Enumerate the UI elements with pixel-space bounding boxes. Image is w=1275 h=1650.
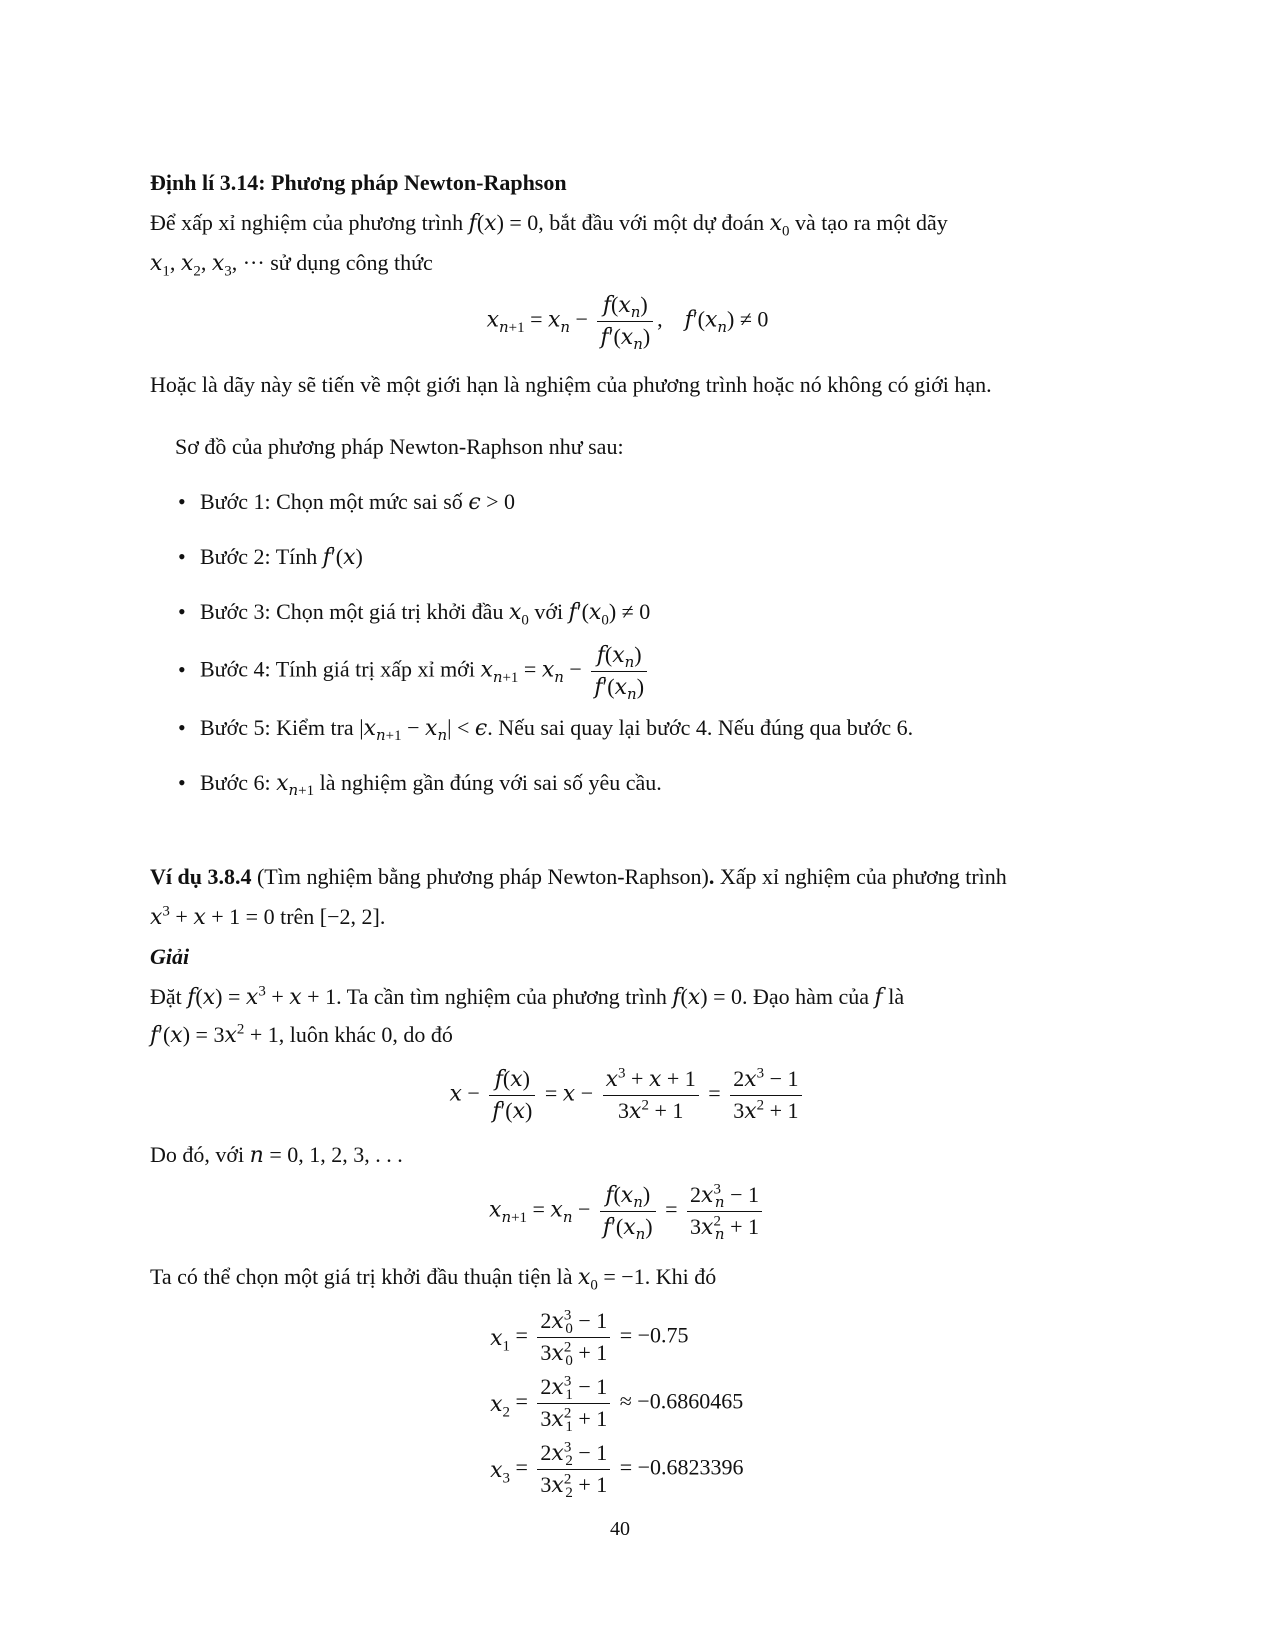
solution-line2: $f'(x) = 3x^2 + 1$, luôn khác 0, do đó <box>150 1021 453 1048</box>
newton-formula: $x_{n+1} = x_n$ − $\frac{f(x_n)}{f'(x_n)}$ , $f'(x_n) \ne 0$ <box>486 292 769 354</box>
step-4: • Bước 4: Tính giá trị xấp xỉ mới $x_{n+1} = x_n$ − $\frac{f(x_n)}{f'(x_n)}$ <box>178 640 1078 703</box>
example-heading: Ví dụ 3.8.4 (Tìm nghiệm bằng phương pháp Newton-Raphson). Xấp xỉ nghiệm của phương trình <box>150 864 1007 889</box>
iteration-function: x − $\frac{f(x)}{f'(x)}$ = x − $\frac{x^3 + x + 1}{3x^2 + 1}$ = $\frac{2x^3 - 1}{3x^2 + 1}$ <box>150 1064 1105 1127</box>
step-5: • Bước 5: Kiểm tra $|x_{n+1} - x_n| < \epsilon$. Nếu sai quay lại bước 4. Nếu đúng qua bước 6. <box>178 715 914 745</box>
solution-label: Giải <box>150 944 190 969</box>
theorem-statement: Để xấp xỉ nghiệm của phương trình f(x) = 0, bắt đầu với một dự đoán $x_0$ và tạo ra một dãy <box>150 210 948 240</box>
iteration-x1: $x_1$ = $\frac{2x^3_0 - 1}{3x^2_0 + 1}$ = −0.75 <box>490 1307 689 1370</box>
iteration-formula: $x_{n+1} = x_n$ − $\frac{f(x_n)}{f'(x_n)}$ = $\frac{2x^3_n - 1}{3x^2_n + 1}$ <box>150 1180 1105 1243</box>
step-6: • Bước 6: $x_{n+1}$ là nghiệm gần đúng với sai số yêu cầu. <box>178 770 662 800</box>
theorem-title: Định lí 3.14: Phương pháp Newton-Raphson <box>150 170 567 195</box>
step-3: • Bước 3: Chọn một giá trị khởi đầu $x_0$ với $f'(x_0) \ne 0$ <box>178 599 651 629</box>
theorem-statement-line2: $x_1$, $x_2$, $x_3$, ··· sử dụng công thức <box>150 250 433 280</box>
example-equation-line: $x^3 + x + 1 = 0$ trên [−2, 2]. <box>150 903 386 930</box>
iteration-x3: $x_3$ = $\frac{2x^3_2 - 1}{3x^2_2 + 1}$ = −0.6823396 <box>490 1439 744 1502</box>
step-1: • Bước 1: Chọn một mức sai số ϵ > 0 <box>178 489 516 515</box>
do-do-line: Do đó, với n = 0, 1, 2, 3, . . . <box>150 1142 403 1168</box>
choose-line: Ta có thể chọn một giá trị khởi đầu thuận tiện là $x_0 = -1$. Khi đó <box>150 1264 717 1294</box>
theorem-conclusion: Hoặc là dãy này sẽ tiến về một giới hạn là nghiệm của phương trình hoặc nó không có giới hạn. <box>150 372 992 397</box>
step-2: • Bước 2: Tính f′(x) <box>178 544 363 570</box>
iteration-x2: $x_2$ = $\frac{2x^3_1 - 1}{3x^2_1 + 1}$ ≈ −0.6860465 <box>490 1373 744 1436</box>
scheme-intro: Sơ đồ của phương pháp Newton-Raphson như sau: <box>175 434 624 459</box>
page-number: 40 <box>610 1518 630 1540</box>
solution-line1: Đặt $f(x) = x^3 + x + 1$. Ta cần tìm nghiệm của phương trình f(x) = 0. Đạo hàm của f là <box>150 983 905 1010</box>
